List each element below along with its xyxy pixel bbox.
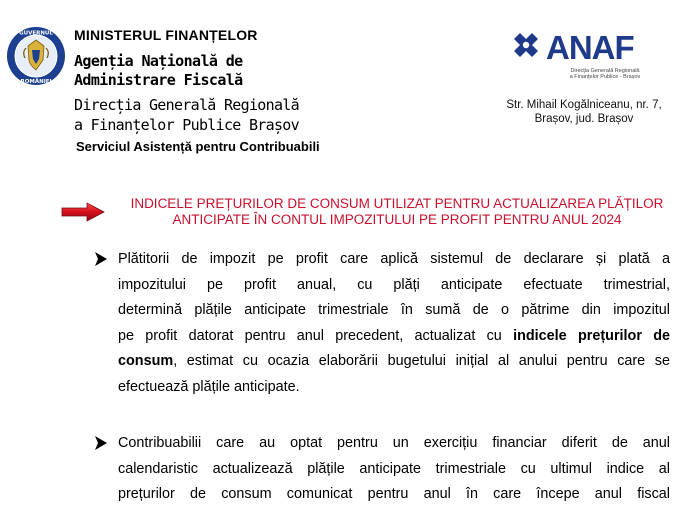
anaf-logo-subtitle <box>560 68 650 80</box>
agency-name-line1: Agenția Națională de <box>74 52 243 70</box>
p2-line1: Contribuabilii care au optat pentru un exercițiu financiar diferit de anul <box>118 435 670 451</box>
address <box>498 98 670 126</box>
title-line1: INDICELE PREȚURILOR DE CONSUM UTILIZAT PENTRU ACTUALIZAREA PLĂȚILOR <box>130 196 664 211</box>
p2-line3: prețurilor de consum comunicat pentru anul în care începe anul fiscal <box>118 486 670 502</box>
p1-line5-text: , estimat cu ocazia elaborării bugetului inițial al anului pentru care se <box>173 353 670 369</box>
p2-line2: calendaristic actualizează plățile anticipate trimestriale cu ultimul indice al <box>118 460 670 477</box>
agency-name <box>74 52 243 90</box>
title-line2: ANTICIPATE ÎN CONTUL IMPOZITULUI PE PROFIT PENTRU ANUL 2024 <box>172 212 622 227</box>
p1-line5 <box>118 349 670 375</box>
svg-text:GUVERNUL: GUVERNUL <box>19 30 53 37</box>
svg-text:ROMÂNIEI: ROMÂNIEI <box>20 79 52 85</box>
directorate-line1: Direcția Generală Regională <box>74 96 299 114</box>
directorate-name <box>74 95 299 135</box>
paragraph-2 <box>118 431 670 508</box>
arrowhead-bullet-icon <box>94 251 108 267</box>
p1-line6: efectuează plățile anticipate. <box>118 378 300 395</box>
arrowhead-bullet-icon <box>94 435 108 451</box>
p1-line2: impozitului pe profit anual, cu plăți anticipate efectuate trimestrial, <box>118 276 670 293</box>
p1-line4 <box>118 324 670 350</box>
directorate-line2: a Finanțelor Publice Brașov <box>74 116 299 134</box>
anaf-sub-line1: Direcția Generală Regională <box>570 68 640 74</box>
paragraph-1 <box>118 247 670 400</box>
svg-text:ANAF: ANAF <box>546 30 634 64</box>
address-line1: Str. Mihail Kogălniceanu, nr. 7, <box>506 99 662 111</box>
address-line2: Brașov, jud. Brașov <box>534 113 634 125</box>
service-name: Serviciul Asistență pentru Contribuabili <box>76 139 320 154</box>
anaf-logo-icon <box>506 30 662 64</box>
ministry-name: MINISTERUL FINANȚELOR <box>74 27 258 43</box>
p1-line4-bold: indicele prețurilor de <box>513 327 671 344</box>
p1-line3: determină plățile anticipate trimestriale în sumă de o pătrime din impozitul <box>118 302 670 318</box>
anaf-sub-line2: a Finanțelor Publice - Brașov <box>569 74 641 80</box>
p1-line5-bold: consum <box>118 353 174 369</box>
p1-line4-text: pe profit datorat pentru anul precedent, actualizat cu <box>118 327 514 344</box>
government-seal-icon <box>6 26 66 86</box>
document-title <box>112 196 682 228</box>
agency-name-line2: Administrare Fiscală <box>74 71 243 89</box>
red-arrow-icon <box>61 201 105 223</box>
p1-line1: Plătitorii de impozit pe profit care aplică sistemul de declarare și plată a <box>118 251 670 267</box>
